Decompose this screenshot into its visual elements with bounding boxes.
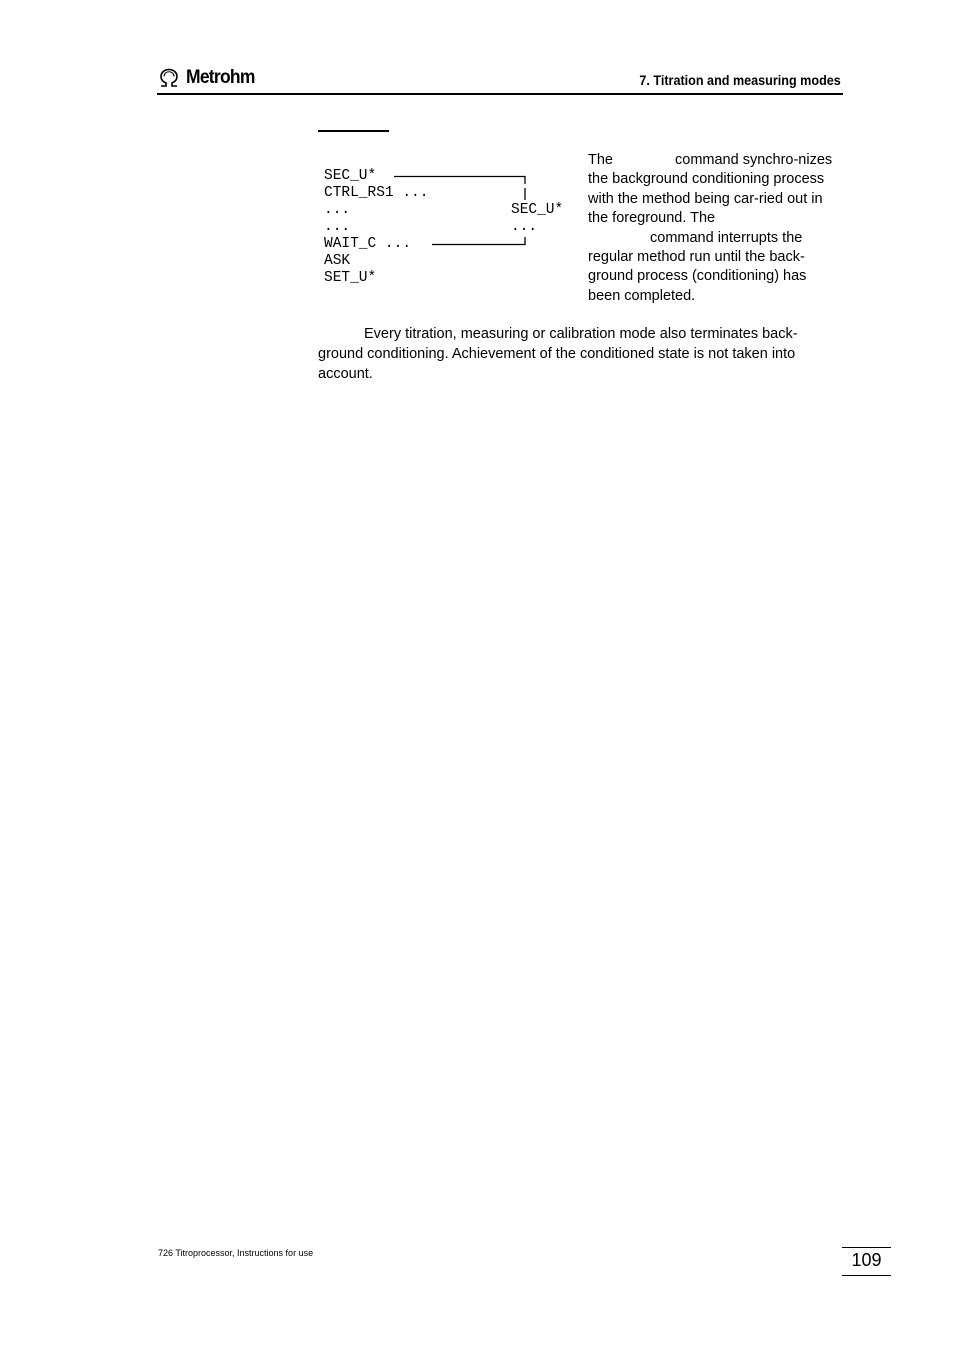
page-number-rule-bottom: [842, 1275, 891, 1276]
code-line-background-1: SEC_U*: [511, 202, 564, 218]
code-line-5: WAIT_C ...: [324, 236, 412, 252]
page-number-rule-top: [842, 1247, 891, 1248]
description-part-2: command synchro-nizes the background conditioning process with the method being car-ried out in the foreground. The: [588, 152, 833, 227]
omega-icon: [158, 68, 180, 88]
description-part-3: command interrupts the regular method run until the back-ground process (conditioning) has been completed.: [588, 229, 807, 304]
note-paragraph: Every titration, measuring or calibration mode also terminates back-ground conditioning. Achievement of the conditioned state is not taken into account.: [318, 326, 798, 382]
subsection-rule: [318, 130, 389, 132]
header-divider: [157, 93, 843, 95]
brand-logo: [158, 66, 261, 90]
code-line-1: SEC_U*: [324, 168, 377, 184]
brand-name: Metrohm: [186, 67, 255, 88]
code-line-6: ASK: [324, 253, 351, 269]
description-text: [588, 151, 838, 306]
code-line-background-2: ...: [511, 219, 538, 235]
footer-document-title: 726 Titroprocessor, Instructions for use: [158, 1248, 314, 1258]
code-line-4: ...: [324, 219, 351, 235]
code-line-7: SET_U*: [324, 270, 377, 286]
page-number: 109: [851, 1250, 882, 1270]
description-part-1: The: [588, 152, 613, 168]
section-title: 7. Titration and measuring modes: [639, 72, 841, 88]
code-line-2: CTRL_RS1 ...: [324, 185, 429, 201]
code-line-3: ...: [324, 202, 351, 218]
